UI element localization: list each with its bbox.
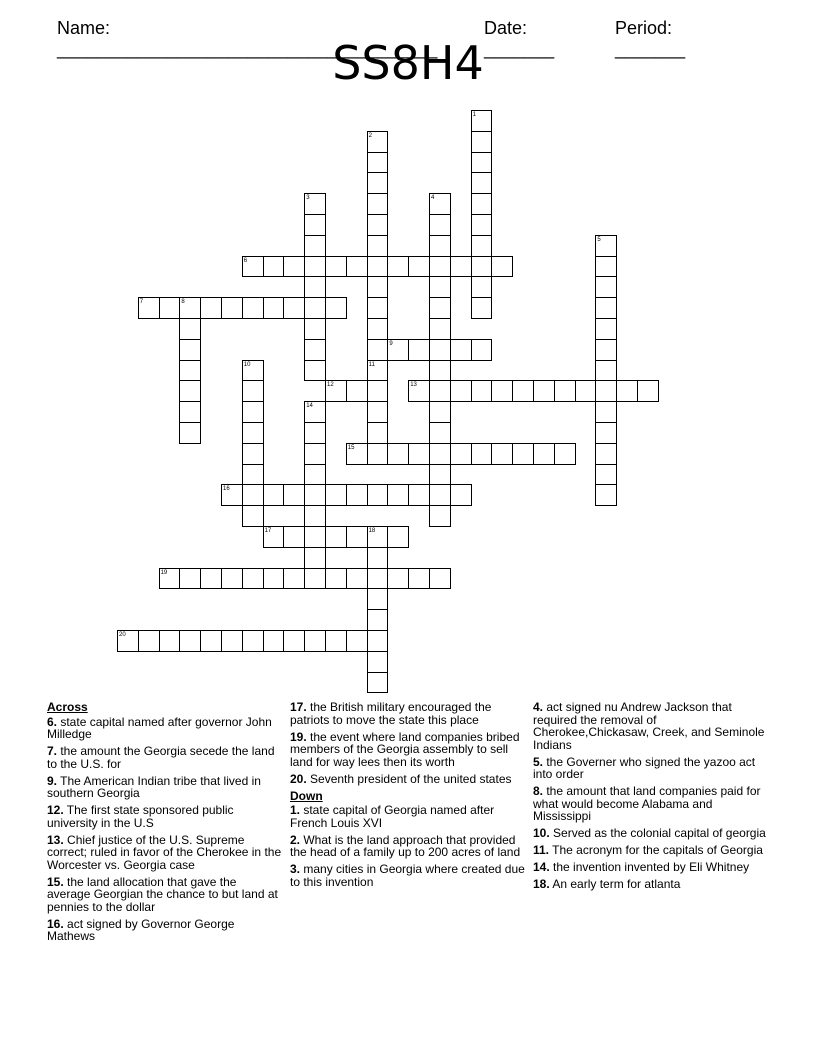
grid-cell[interactable] [491,256,513,278]
clue-number: 18. [533,877,550,891]
grid-cell[interactable] [242,297,264,319]
grid-cell[interactable] [221,297,243,319]
clue-text: the amount the Georgia secede the land to the U.S. for [47,744,275,771]
clue-text: Seventh president of the united states [306,771,512,786]
grid-cell[interactable] [595,464,617,486]
grid-cell[interactable] [179,568,201,590]
down-clue-list [290,804,526,888]
grid-cell[interactable] [263,630,285,652]
grid-cell[interactable] [200,568,222,590]
grid-cell[interactable] [325,484,347,506]
grid-cell[interactable] [450,256,472,278]
grid-cell[interactable] [429,339,451,361]
down-clue [533,701,769,751]
grid-cell[interactable] [429,380,451,402]
grid-cell[interactable] [304,568,326,590]
grid-cell[interactable] [242,484,264,506]
grid-cell[interactable] [387,568,409,590]
down-clue [533,861,769,874]
clue-number-label: 6 [243,257,248,264]
clue-number-label: 7 [139,299,144,306]
grid-cell[interactable] [325,630,347,652]
grid-cell[interactable] [367,152,389,174]
grid-cell[interactable] [595,443,617,465]
grid-cell[interactable] [512,443,534,465]
grid-cell[interactable] [429,568,451,590]
grid-cell[interactable] [367,297,389,319]
grid-cell[interactable] [471,256,493,278]
grid-cell[interactable] [367,339,389,361]
clue-number: 14. [533,860,550,874]
grid-cell[interactable] [159,297,181,319]
grid-cell[interactable] [595,318,617,340]
grid-cell[interactable] [471,297,493,319]
grid-cell[interactable] [367,214,389,236]
grid-cell[interactable] [429,256,451,278]
grid-cell[interactable] [429,360,451,382]
clue-number-label: 2 [368,132,372,139]
grid-cell[interactable] [346,526,368,548]
clue-number-label: 20 [119,632,126,638]
grid-cell[interactable] [242,401,264,423]
grid-cell[interactable] [221,568,243,590]
across-clue [290,701,526,726]
clue-number-label: 16 [223,486,230,493]
grid-cell[interactable] [429,318,451,340]
down-clue-list-continued [533,701,769,891]
down-heading: Down [290,788,323,803]
grid-cell[interactable] [304,484,326,506]
grid-cell[interactable] [304,443,326,465]
across-clue [290,731,526,769]
grid-cell[interactable] [471,172,493,194]
grid-cell[interactable] [325,297,347,319]
grid-cell[interactable] [325,568,347,590]
down-clue [290,834,526,859]
grid-cell[interactable] [471,276,493,298]
grid-cell[interactable] [283,630,305,652]
grid-cell[interactable] [367,630,389,652]
clue-number-label: 12 [327,382,334,389]
grid-cell[interactable] [138,630,160,652]
grid-cell[interactable] [408,339,430,361]
grid-cell[interactable] [408,568,430,590]
clue-number: 17. [290,700,307,714]
grid-cell[interactable] [595,484,617,506]
clue-number: 13. [47,832,64,847]
grid-cell[interactable] [179,318,201,340]
down-clue [533,756,769,781]
grid-cell[interactable] [283,256,305,278]
grid-cell[interactable] [242,443,264,465]
across-clue [47,775,283,800]
grid-cell[interactable] [304,630,326,652]
grid-cell[interactable] [304,235,326,257]
across-clue [47,918,283,943]
grid-cell[interactable] [263,568,285,590]
grid-cell[interactable] [242,568,264,590]
clue-number: 19. [290,729,307,744]
grid-cell[interactable] [595,339,617,361]
clue-text: The acronym for the capitals of Georgia [549,843,763,857]
grid-cell[interactable] [471,235,493,257]
grid-cell[interactable] [304,214,326,236]
clue-number-label: 3 [306,195,310,202]
grid-cell[interactable] [429,401,451,423]
down-clue [533,785,769,823]
clue-text: act signed by Governor George Mathews [47,916,235,943]
clue-number: 3. [290,862,301,876]
grid-cell[interactable] [242,422,264,444]
grid-cell[interactable] [304,297,326,319]
grid-cell[interactable] [595,256,617,278]
grid-cell[interactable] [367,235,389,257]
clue-text: Served as the colonial capital of georgia [549,826,766,840]
grid-cell[interactable] [179,360,201,382]
down-clue [290,863,526,888]
across-clue [47,745,283,770]
grid-cell[interactable] [263,256,285,278]
grid-cell[interactable] [429,214,451,236]
grid-cell[interactable] [367,651,389,673]
grid-cell[interactable] [471,443,493,465]
grid-cell[interactable] [429,464,451,486]
clue-number-label: 5 [597,236,601,243]
grid-cell[interactable] [450,339,472,361]
across-heading: Across [47,700,88,714]
clue-number: 6. [47,714,58,729]
grid-cell[interactable] [554,380,576,402]
across-clue [47,716,283,741]
grid-cell[interactable] [304,547,326,569]
grid-cell[interactable] [221,630,243,652]
clue-text: the amount that land companies paid for what would become Alabama and Mississippi [533,784,761,823]
grid-cell[interactable] [325,526,347,548]
grid-cell[interactable] [367,172,389,194]
grid-cell[interactable] [304,318,326,340]
grid-cell[interactable] [450,484,472,506]
grid-cell[interactable] [242,380,264,402]
grid-cell[interactable] [367,380,389,402]
grid-cell[interactable] [325,256,347,278]
grid-cell[interactable] [179,630,201,652]
clue-text: state capital of Georgia named after French Louis XVI [290,803,495,830]
clue-number-label: 11 [368,361,375,368]
grid-cell[interactable] [387,256,409,278]
grid-cell[interactable] [387,526,409,548]
grid-cell[interactable] [283,568,305,590]
grid-cell[interactable] [242,464,264,486]
date-blank[interactable]: _______ [484,39,555,59]
grid-cell[interactable] [429,235,451,257]
grid-cell[interactable] [429,297,451,319]
grid-cell[interactable] [554,443,576,465]
grid-cell[interactable] [471,339,493,361]
clue-text: Chief justice of the U.S. Supreme correct; ruled in favor of the Cherokee in the Worcester vs. Georgia case [47,832,282,872]
clue-text: act signed nu Andrew Jackson that required the removal of Cherokee,Chickasaw, Creek, and Seminole Indians [533,700,765,752]
grid-cell[interactable] [595,276,617,298]
grid-cell[interactable] [179,380,201,402]
clue-text: the Governer who signed the yazoo act into order [533,754,756,781]
clue-number: 7. [47,744,58,758]
grid-cell[interactable] [242,630,264,652]
clue-number: 1. [290,803,301,817]
grid-cell[interactable] [304,276,326,298]
name-blank[interactable]: ______________________________________ [57,39,438,59]
period-blank[interactable]: _______ [615,39,686,59]
clue-text: The first state sponsored public university in the U.S [47,803,234,830]
clue-number-label: 18 [368,528,376,534]
grid-cell[interactable] [595,422,617,444]
grid-cell[interactable] [450,443,472,465]
clue-text: The American Indian tribe that lived in southern Georgia [47,773,261,800]
grid-cell[interactable] [387,443,409,465]
grid-cell[interactable] [304,256,326,278]
name-label-text: Name: [57,18,111,38]
grid-cell[interactable] [408,443,430,465]
across-clue [47,876,283,914]
grid-cell[interactable] [283,526,305,548]
grid-cell[interactable] [616,380,638,402]
grid-cell[interactable] [159,630,181,652]
clue-column-2 [290,701,526,893]
clue-number: 5. [533,754,544,769]
clue-number: 12. [47,803,64,817]
grid-cell[interactable] [595,380,617,402]
down-clue [290,804,526,829]
clue-text: state capital named after governor John Milledge [47,714,272,741]
grid-cell[interactable] [200,297,222,319]
clue-number: 4. [533,700,544,714]
clue-number-label: 8 [181,299,185,306]
grid-cell[interactable] [471,193,493,215]
page-title: SS8H4 [332,36,484,90]
grid-cell[interactable] [346,256,368,278]
grid-cell[interactable] [179,401,201,423]
grid-cell[interactable] [367,609,389,631]
grid-cell[interactable] [491,380,513,402]
grid-cell[interactable] [304,505,326,527]
grid-cell[interactable] [429,422,451,444]
clue-text: the land allocation that gave the average Georgian the chance to but land at pennies to the dollar [47,874,278,914]
grid-cell[interactable] [346,630,368,652]
grid-cell[interactable] [179,339,201,361]
grid-cell[interactable] [429,443,451,465]
clue-number: 20. [290,771,307,786]
grid-cell[interactable] [304,526,326,548]
grid-cell[interactable] [367,547,389,569]
grid-cell[interactable] [304,339,326,361]
grid-cell[interactable] [471,131,493,153]
date-label-text: Date: [484,18,528,38]
grid-cell[interactable] [367,484,389,506]
clue-number-label: 17 [264,528,272,534]
grid-cell[interactable] [471,214,493,236]
clue-number-label: 14 [306,403,313,410]
clue-number: 2. [290,832,301,847]
grid-cell[interactable] [346,568,368,590]
clue-text: the event where land companies bribed members of the Georgia assembly to sell land for way lees then its worth [290,729,520,769]
grid-cell[interactable] [367,422,389,444]
clue-number: 10. [533,826,550,840]
clue-text: An early term for atlanta [549,877,681,891]
grid-cell[interactable] [367,276,389,298]
grid-cell[interactable] [367,568,389,590]
clue-number-label: 15 [347,444,355,451]
clue-column-3 [533,701,769,895]
clue-text: the British military encouraged the patriots to move the state this place [290,700,492,727]
grid-cell[interactable] [595,360,617,382]
grid-cell[interactable] [429,505,451,527]
grid-cell[interactable] [367,588,389,610]
grid-cell[interactable] [263,484,285,506]
clue-number-label: 4 [431,195,435,202]
grid-cell[interactable] [512,380,534,402]
down-clue [533,878,769,891]
clue-number-label: 10 [243,361,251,368]
grid-cell[interactable] [367,318,389,340]
grid-cell[interactable] [200,630,222,652]
grid-cell[interactable] [637,380,659,402]
grid-cell[interactable] [367,672,389,694]
grid-cell[interactable] [346,484,368,506]
clue-number-label: 13 [410,382,417,389]
grid-cell[interactable] [471,380,493,402]
clue-text: many cities in Georgia where created due to this invention [290,862,525,889]
clue-text: the invention invented by Eli Whitney [549,860,750,874]
clue-column-1 [47,701,283,947]
grid-cell[interactable] [429,484,451,506]
grid-cell[interactable] [533,443,555,465]
grid-cell[interactable] [242,505,264,527]
clue-number: 16. [47,916,64,931]
grid-cell[interactable] [304,464,326,486]
grid-cell[interactable] [263,297,285,319]
grid-cell[interactable] [595,401,617,423]
down-clue [533,827,769,840]
clue-number-label: 19 [160,569,168,576]
grid-cell[interactable] [283,297,305,319]
clue-number-label: 1 [472,112,476,118]
grid-cell[interactable] [367,256,389,278]
across-clue-list-continued [290,701,526,785]
grid-cell[interactable] [179,422,201,444]
grid-cell[interactable] [471,152,493,174]
grid-cell[interactable] [575,380,597,402]
across-clue-list [47,716,283,943]
clue-number: 8. [533,784,544,798]
clue-text: What is the land approach that provided the head of a family up to 200 acres of land [290,832,521,859]
grid-cell[interactable] [450,380,472,402]
grid-cell[interactable] [408,484,430,506]
grid-cell[interactable] [533,380,555,402]
grid-cell[interactable] [304,360,326,382]
grid-cell[interactable] [283,484,305,506]
clue-number: 15. [47,874,64,889]
clue-number: 9. [47,773,58,788]
grid-cell[interactable] [387,484,409,506]
grid-cell[interactable] [595,297,617,319]
grid-cell[interactable] [367,193,389,215]
grid-cell[interactable] [491,443,513,465]
grid-cell[interactable] [304,422,326,444]
clue-number: 11. [533,843,550,857]
down-clue [533,844,769,857]
grid-cell[interactable] [346,380,368,402]
across-clue [47,804,283,829]
across-clue [47,834,283,872]
grid-cell[interactable] [429,276,451,298]
clue-number-label: 9 [389,340,393,347]
grid-cell[interactable] [367,401,389,423]
grid-cell[interactable] [367,443,389,465]
grid-cell[interactable] [408,256,430,278]
period-label-text: Period: [615,18,673,38]
across-clue [290,773,526,786]
